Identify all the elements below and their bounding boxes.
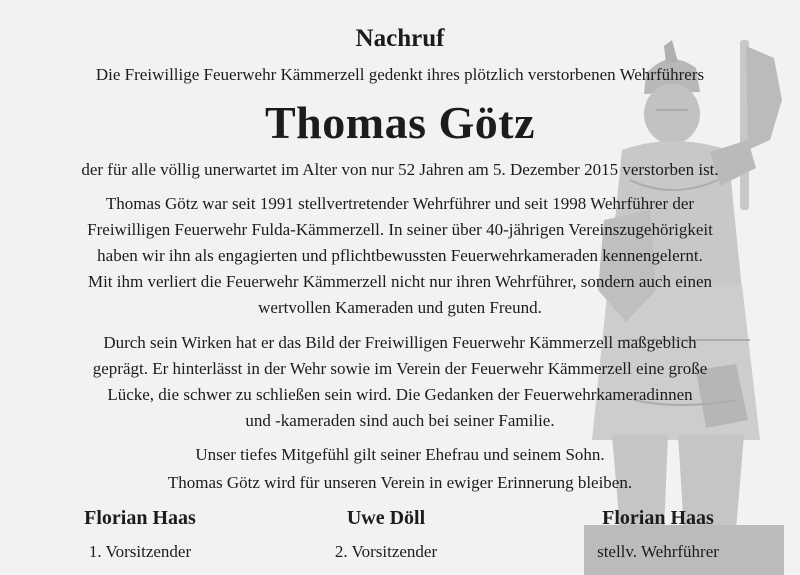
signatory-name: Uwe Döll bbox=[346, 507, 426, 529]
deceased-name: Thomas Götz bbox=[265, 97, 535, 148]
death-line: der für alle völlig unerwartet im Alter von nur 52 Jahren am 5. Dezember 2015 verstorben ist. bbox=[81, 160, 719, 179]
notice-heading: Nachruf bbox=[355, 25, 445, 52]
intro-line: Die Freiwillige Feuerwehr Kämmerzell gedenkt ihres plötzlich verstorbenen Wehrführers bbox=[95, 65, 705, 84]
signature-block bbox=[548, 506, 768, 563]
paragraph-1-line: wertvollen Kameraden und guten Freund. bbox=[258, 298, 542, 317]
signature-block bbox=[276, 506, 496, 563]
condolence-line: Unser tiefes Mitgefühl gilt seiner Ehefrau und seinem Sohn. bbox=[195, 445, 605, 464]
signatory-name: Florian Haas bbox=[602, 507, 714, 529]
paragraph-2-line: Lücke, die schwer zu schließen sein wird. Die Gedanken der Feuerwehrkameradinnen bbox=[107, 385, 693, 404]
signatory-role: 1. Vorsitzender bbox=[88, 542, 192, 561]
paragraph-2-line: Durch sein Wirken hat er das Bild der Freiwilligen Feuerwehr Kämmerzell maßgeblich bbox=[103, 333, 697, 352]
signatory-role: 2. Vorsitzender bbox=[334, 542, 438, 561]
paragraph-1-line: haben wir ihn als engagierten und pflichtbewussten Feuerwehrkameraden kennengelernt. bbox=[97, 246, 703, 265]
paragraph-1-line: Freiwilligen Feuerwehr Fulda-Kämmerzell. In seiner über 40-jährigen Vereinszugehörigkeit bbox=[87, 220, 713, 239]
paragraph-2-line: geprägt. Er hinterlässt in der Wehr sowie im Verein der Feuerwehr Kämmerzell eine große bbox=[92, 359, 708, 378]
remembrance-line: Thomas Götz wird für unseren Verein in ewiger Erinnerung bleiben. bbox=[167, 473, 633, 492]
signatory-role: stellv. Wehrführer bbox=[597, 542, 719, 561]
paragraph-2-line: und -kameraden sind auch bei seiner Familie. bbox=[245, 411, 555, 430]
paragraph-1-line: Thomas Götz war seit 1991 stellvertretender Wehrführer und seit 1998 Wehrführer der bbox=[105, 194, 695, 213]
paragraph-1-line: Mit ihm verliert die Feuerwehr Kämmerzell nicht nur ihren Wehrführer, sondern auch einen bbox=[87, 272, 713, 291]
signature-block bbox=[30, 506, 250, 563]
signatory-name: Florian Haas bbox=[84, 507, 196, 529]
